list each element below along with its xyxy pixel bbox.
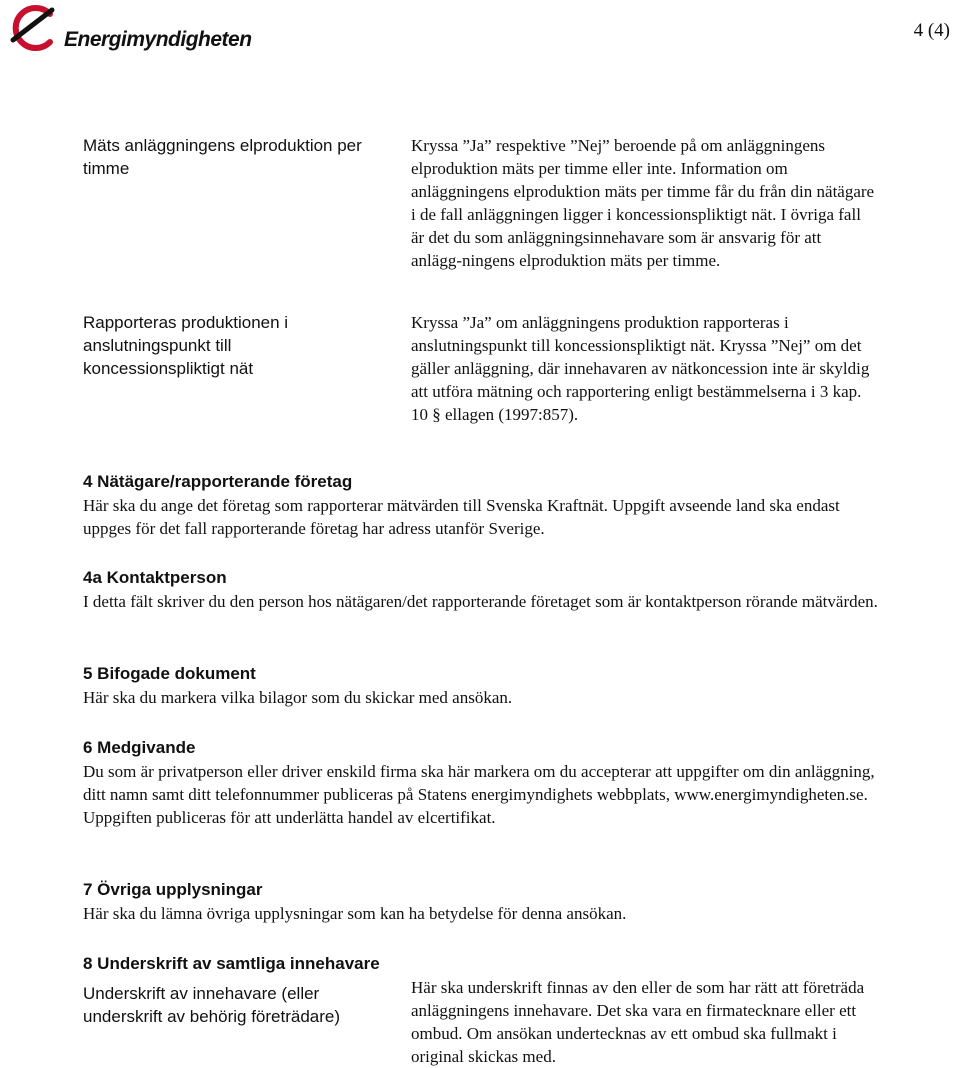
section-6	[83, 737, 883, 829]
section-body: I detta fält skriver du den person hos nätägaren/det rapporterande företaget som är kontaktperson rörande mätvärden.	[83, 592, 878, 611]
section-heading: 6 Medgivande	[83, 738, 196, 757]
field-label: Underskrift av innehavare (eller underskrift av behörig företrädare)	[83, 984, 341, 1026]
section-body: Här ska du markera vilka bilagor som du skickar med ansökan.	[83, 688, 513, 707]
field-label: Mäts anläggningens elproduktion per timme	[83, 136, 362, 178]
page-number: 4 (4)	[913, 20, 950, 41]
section-heading: 7 Övriga upplysningar	[83, 880, 263, 899]
section-body: Här ska du ange det företag som rapporterar mätvärden till Svenska Kraftnät. Uppgift avseende land ska endast uppges för det fall rapporterande företag har adress utanför Sverige.	[83, 496, 840, 538]
logo-icon	[6, 4, 62, 54]
section-heading: 8 Underskrift av samtliga innehavare	[83, 954, 380, 973]
section-heading: 4 Nätägare/rapporterande företag	[83, 472, 353, 491]
section-body: Här ska du lämna övriga upplysningar som kan ha betydelse för denna ansökan.	[83, 904, 627, 923]
section-8	[83, 953, 883, 975]
section-4a	[83, 567, 883, 613]
field-label: Rapporteras produktionen i anslutningspunkt till koncessionspliktigt nät	[83, 313, 289, 378]
field-description: Kryssa ”Ja” om anläggningens produktion rapporteras i anslutningspunkt till koncessionspliktigt nät. Kryssa ”Nej” om det gäller anläggning, där innehavaren av nätkoncession inte är skyldig att utföra mätning och rapportering enligt bestämmelserna i 3 kap. 10 § ellagen (1997:857).	[411, 313, 870, 424]
logo-text: Energimyndigheten	[64, 28, 252, 51]
section-heading: 4a Kontaktperson	[83, 568, 227, 587]
section-4	[83, 471, 883, 540]
section-7	[83, 879, 883, 925]
field-description: Kryssa ”Ja” respektive ”Nej” beroende på om anläggningens elproduktion mäts per timme eller inte. Information om anläggningens elproduktion mäts per timme får du från din nätägare i de fall anläggningen ligger i koncessionspliktigt nät. I övriga fall är det du som anläggningsinnehavare som är ansvarig för att anlägg-ningens elproduktion mäts per timme.	[411, 136, 875, 270]
section-body: Du som är privatperson eller driver enskild firma ska här markera om du accepterar att uppgifter om din anläggning, ditt namn samt ditt telefonnummer publiceras på Statens energimyndighets webbplats, www.energimyndigheten.se. Uppgiften publiceras för att underlätta handel av elcertifikat.	[83, 762, 875, 827]
field-description: Här ska underskrift finnas av den eller de som har rätt att företräda anläggningens innehavare. Det ska vara en firmatecknare eller ett ombud. Om ansökan undertecknas av ett ombud ska fullmakt i original skickas med.	[411, 978, 865, 1066]
section-heading: 5 Bifogade dokument	[83, 664, 256, 683]
section-5	[83, 663, 883, 709]
logo	[6, 4, 252, 54]
